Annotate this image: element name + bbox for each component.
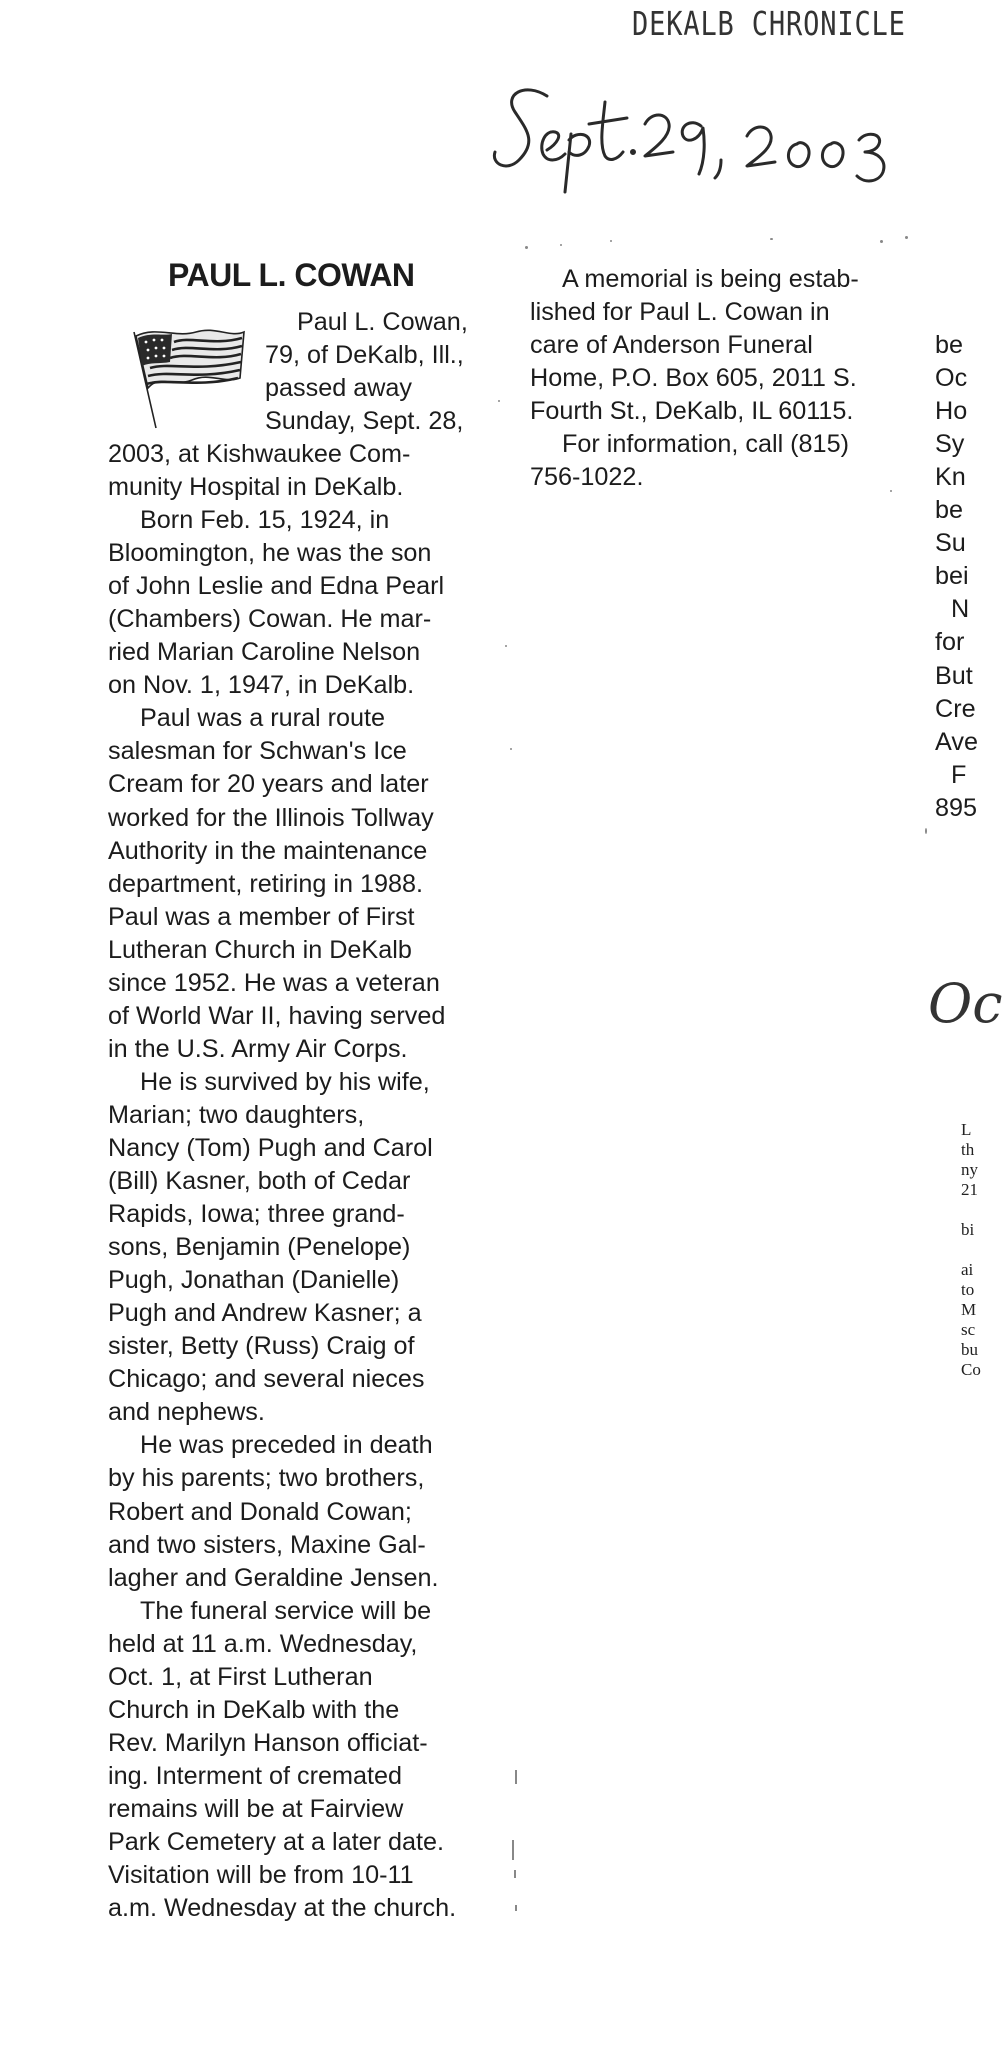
- text-line: (Bill) Kasner, both of Cedar: [108, 1167, 411, 1196]
- scan-mark: [514, 1870, 516, 1878]
- text-line: Pugh and Andrew Kasner; a: [108, 1299, 422, 1328]
- scan-speck: [905, 236, 908, 239]
- fragment-line: Co: [961, 1360, 981, 1379]
- fragment-line: th: [961, 1140, 975, 1159]
- scan-speck: [610, 240, 612, 242]
- text-line: Marian; two daughters,: [108, 1100, 365, 1129]
- obituary-column-1: [108, 438, 456, 1925]
- text-line: and two sisters, Maxine Gal-: [108, 1530, 426, 1559]
- text-line: But: [935, 661, 973, 690]
- text-line: munity Hospital in DeKalb.: [108, 473, 404, 502]
- text-line: (Chambers) Cowan. He mar-: [108, 605, 432, 634]
- adjacent-clipping-fragment: [961, 1120, 981, 1380]
- text-line: lished for Paul L. Cowan in: [530, 298, 830, 327]
- text-line: care of Anderson Funeral: [530, 331, 813, 360]
- text-line: of World War II, having served: [108, 1001, 446, 1030]
- text-line: Chicago; and several nieces: [108, 1365, 425, 1394]
- fragment-line: sc: [961, 1320, 976, 1339]
- text-line: Oct. 1, at First Lutheran: [108, 1662, 373, 1691]
- text-line: on Nov. 1, 1947, in DeKalb.: [108, 671, 415, 700]
- text-line: of John Leslie and Edna Pearl: [108, 572, 445, 601]
- fragment-line: bu: [961, 1340, 978, 1359]
- text-line: Sy: [935, 430, 965, 459]
- text-line: sister, Betty (Russ) Craig of: [108, 1332, 415, 1361]
- fragment-line: bi: [961, 1220, 975, 1239]
- scan-mark: [512, 1840, 514, 1860]
- adjacent-column-fragment: [935, 296, 978, 825]
- text-line: 79, of DeKalb, Ill.,: [265, 341, 464, 370]
- text-line: lagher and Geraldine Jensen.: [108, 1563, 439, 1592]
- text-line: Robert and Donald Cowan;: [108, 1497, 412, 1526]
- american-flag-icon: [126, 318, 246, 433]
- text-line: Sunday, Sept. 28,: [265, 407, 464, 436]
- text-line: by his parents; two brothers,: [108, 1464, 425, 1493]
- text-line: For information, call (815): [562, 430, 849, 459]
- text-line: be: [935, 496, 964, 525]
- text-line: A memorial is being estab-: [562, 265, 859, 293]
- text-line: Church in DeKalb with the: [108, 1695, 400, 1724]
- text-line: Lutheran Church in DeKalb: [108, 935, 412, 964]
- scan-speck: [560, 244, 562, 246]
- scan-speck: [770, 238, 773, 240]
- obituary-column-2: [530, 263, 859, 494]
- text-line: Bloomington, he was the son: [108, 539, 432, 568]
- text-line: Paul was a rural route: [140, 704, 386, 733]
- text-line: Cream for 20 years and later: [108, 770, 429, 799]
- text-line: F: [951, 760, 967, 789]
- text-line: Su: [935, 529, 966, 558]
- scan-mark: [515, 1905, 517, 1911]
- text-line: He is survived by his wife,: [140, 1067, 430, 1096]
- text-line: remains will be at Fairview: [108, 1794, 404, 1823]
- text-line: Ho: [935, 397, 968, 426]
- text-line: Nancy (Tom) Pugh and Carol: [108, 1133, 433, 1162]
- fragment-line: [961, 1200, 975, 1220]
- scan-speck: [890, 490, 892, 492]
- scan-speck: [505, 645, 507, 647]
- text-line: ing. Interment of cremated: [108, 1761, 402, 1790]
- obituary-headline: PAUL L. COWAN: [168, 257, 415, 293]
- text-line: department, retiring in 1988.: [108, 869, 424, 898]
- text-line: [935, 296, 975, 329]
- text-line: and nephews.: [108, 1398, 265, 1427]
- text-line: salesman for Schwan's Ice: [108, 737, 407, 766]
- text-line: Park Cemetery at a later date.: [108, 1827, 444, 1856]
- text-line: Ave: [935, 727, 978, 756]
- text-line: bei: [935, 562, 969, 591]
- scan-speck: [510, 748, 512, 750]
- text-line: Fourth St., DeKalb, IL 60115.: [530, 397, 854, 426]
- fragment-line: M: [961, 1300, 977, 1319]
- text-line: in the U.S. Army Air Corps.: [108, 1034, 408, 1063]
- fragment-line: [961, 1240, 975, 1260]
- text-line: sons, Benjamin (Penelope): [108, 1233, 411, 1262]
- text-line: Pugh, Jonathan (Danielle): [108, 1266, 400, 1295]
- text-line: He was preceded in death: [140, 1431, 433, 1460]
- text-line: worked for the Illinois Tollway: [108, 803, 434, 832]
- fragment-line: ai: [961, 1260, 974, 1279]
- scan-speck: [925, 828, 927, 834]
- text-line: a.m. Wednesday at the church.: [108, 1894, 457, 1923]
- scan-speck: [880, 240, 883, 243]
- text-line: Oc: [935, 364, 968, 393]
- text-line: Visitation will be from 10-11: [108, 1861, 414, 1890]
- text-line: Cre: [935, 694, 976, 723]
- text-line: The funeral service will be: [140, 1596, 432, 1625]
- handwritten-date-signature: [485, 82, 965, 202]
- text-line: passed away: [265, 374, 413, 403]
- text-line: for: [935, 628, 965, 657]
- text-line: Rapids, Iowa; three grand-: [108, 1200, 405, 1229]
- text-line: Paul L. Cowan,: [297, 308, 468, 336]
- handwritten-fragment: Oc: [928, 972, 1003, 1035]
- text-line: be: [935, 331, 964, 360]
- text-line: Home, P.O. Box 605, 2011 S.: [530, 364, 857, 393]
- text-line: Rev. Marilyn Hanson officiat-: [108, 1728, 428, 1757]
- text-line: N: [951, 595, 970, 624]
- obituary-intro-lines: [265, 306, 468, 438]
- text-line: 895: [935, 793, 978, 822]
- scan-speck: [498, 400, 500, 402]
- text-line: 2003, at Kishwaukee Com-: [108, 440, 411, 468]
- fragment-line: to: [961, 1280, 975, 1299]
- text-line: 756-1022.: [530, 463, 644, 492]
- fragment-line: L: [961, 1120, 972, 1139]
- fragment-line: ny: [961, 1160, 978, 1179]
- handwritten-date: [485, 82, 965, 207]
- fragment-line: 21: [961, 1180, 978, 1199]
- scan-speck: [525, 246, 528, 249]
- text-line: Kn: [935, 463, 966, 492]
- text-line: held at 11 a.m. Wednesday,: [108, 1629, 418, 1658]
- text-line: Born Feb. 15, 1924, in: [140, 506, 390, 535]
- text-line: since 1952. He was a veteran: [108, 968, 440, 997]
- newspaper-masthead: DEKALB CHRONICLE: [632, 4, 906, 43]
- scan-mark: [515, 1770, 517, 1784]
- text-line: ried Marian Caroline Nelson: [108, 638, 421, 667]
- text-line: Paul was a member of First: [108, 902, 415, 931]
- text-line: Authority in the maintenance: [108, 836, 428, 865]
